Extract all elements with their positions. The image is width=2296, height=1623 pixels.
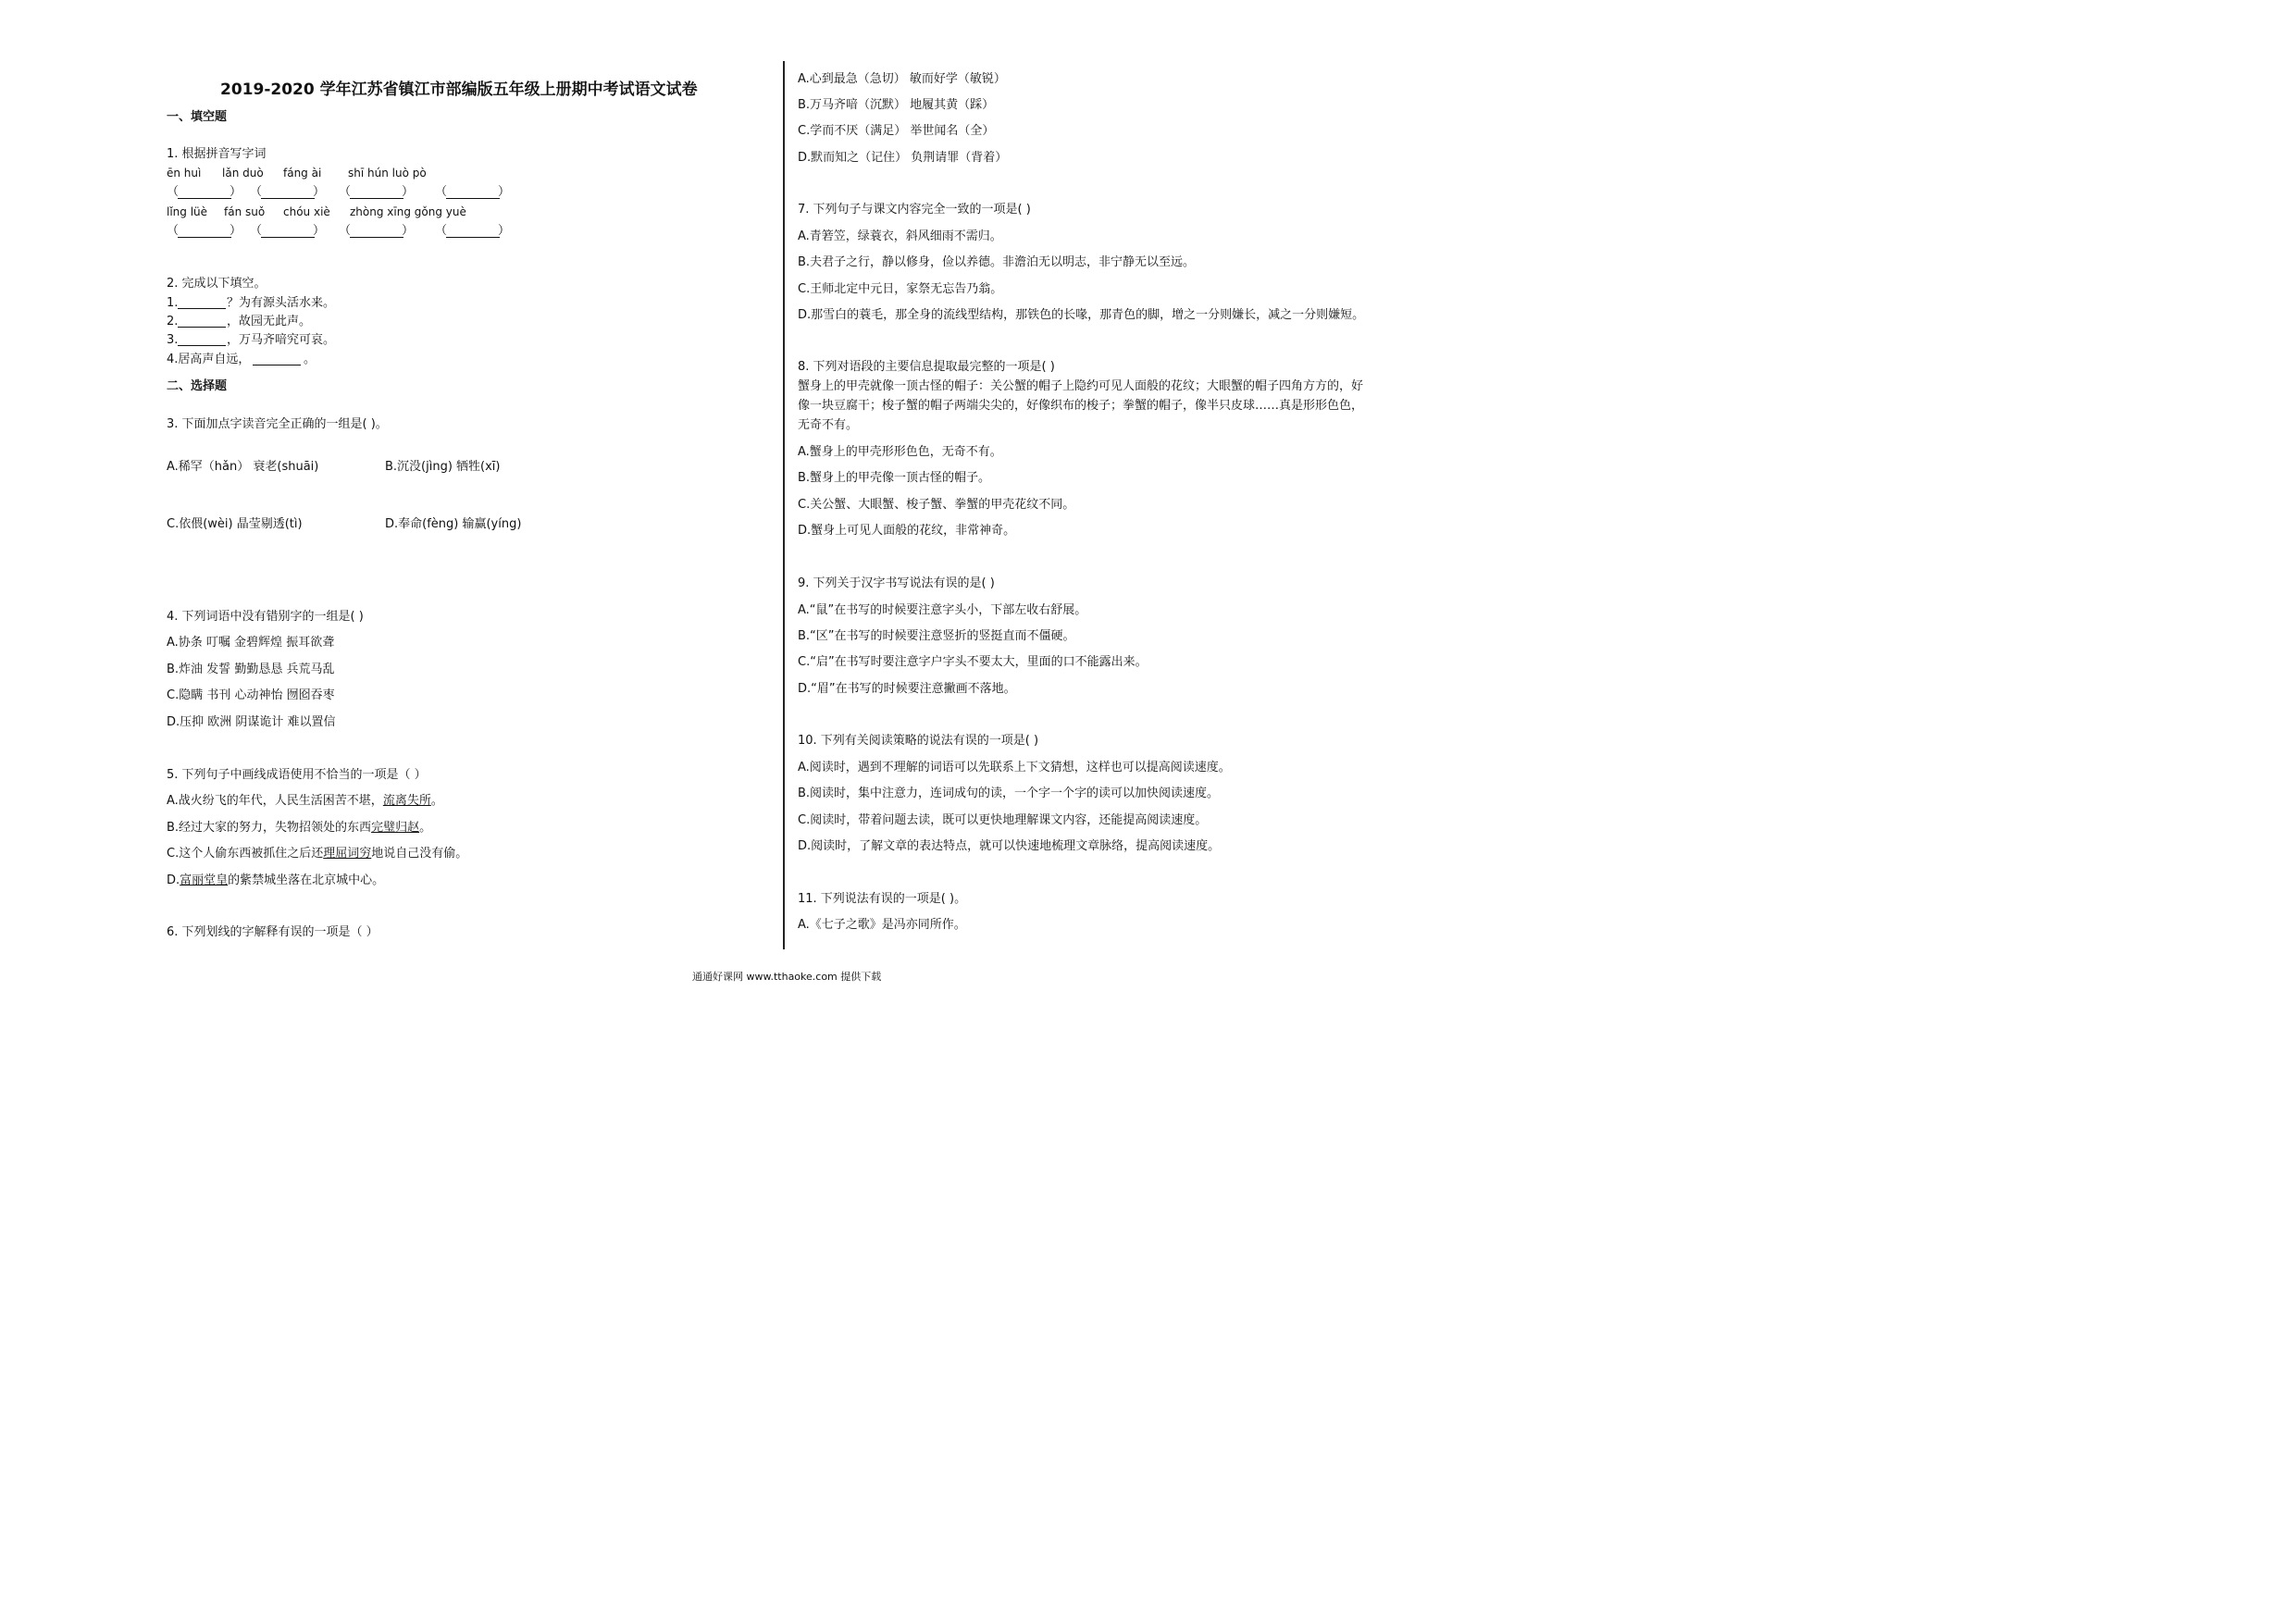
q8-stem: 8. 下列对语段的主要信息提取最完整的一项是( ) xyxy=(798,360,1055,374)
q7-option-b[interactable]: B.夫君子之行，静以修身，俭以养德。非澹泊无以明志，非宁静无以至远。 xyxy=(798,255,1196,269)
q11-option-a[interactable]: A.《七子之歌》是冯亦同所作。 xyxy=(798,918,966,932)
q1-paren-close: ） xyxy=(230,185,242,199)
q3-option-c[interactable]: C.依偎(wèi) 晶莹剔透(tì) xyxy=(167,517,303,531)
q8-option-c[interactable]: C.关公蟹、大眼蟹、梭子蟹、拳蟹的甲壳花纹不同。 xyxy=(798,498,1075,512)
q6-option-a[interactable]: A.心到最急（急切） 敏而好学（敏锐） xyxy=(798,72,1006,86)
q5-stem: 5. 下列句子中画线成语使用不恰当的一项是（ ） xyxy=(167,768,427,782)
q9-option-a[interactable]: A.“鼠”在书写的时候要注意字头小，下部左收右舒展。 xyxy=(798,603,1087,617)
q3-option-d[interactable]: D.奉命(fèng) 输赢(yíng) xyxy=(385,517,522,531)
q1-paren-open: （ xyxy=(167,185,180,199)
q2-stem: 2. 完成以下填空。 xyxy=(167,277,267,291)
q2-blank-1[interactable] xyxy=(178,308,226,309)
q1-pinyin-5: lǐng lüè xyxy=(167,205,208,218)
page-title: 2019-2020 学年江苏省镇江市部编版五年级上册期中考试语文试卷 xyxy=(220,81,698,99)
q5-option-c-idiom: 理屈词穷 xyxy=(323,847,372,861)
q5-option-d-idiom: 富丽堂皇 xyxy=(180,873,229,887)
q1-answer-blank[interactable] xyxy=(446,237,500,238)
q1-pinyin-7: chóu xiè xyxy=(283,205,330,218)
q10-option-b[interactable]: B.阅读时，集中注意力，连词成句的读，一个字一个字的读可以加快阅读速度。 xyxy=(798,787,1220,800)
q10-option-a[interactable]: A.阅读时，遇到不理解的词语可以先联系上下文猜想，这样也可以提高阅读速度。 xyxy=(798,761,1231,774)
q2-line-3-text: ，万马齐喑究可哀。 xyxy=(227,333,336,347)
q5-option-a-end: 。 xyxy=(430,794,443,808)
q5-option-c[interactable] xyxy=(167,847,467,861)
q5-option-b-end: 。 xyxy=(419,821,432,835)
q2-blank-2[interactable] xyxy=(178,327,226,328)
q1-pinyin-2: lǎn duò xyxy=(222,167,264,180)
q1-paren-open: （ xyxy=(250,185,263,199)
q1-paren-open: （ xyxy=(435,224,448,238)
q1-paren-open: （ xyxy=(250,224,263,238)
q5-option-a-text: A.战火纷飞的年代，人民生活困苦不堪， xyxy=(167,794,383,808)
q2-line-1-number: 1. xyxy=(167,296,179,310)
q1-paren-close: ） xyxy=(498,185,511,199)
q1-paren-close: ） xyxy=(498,224,511,238)
q9-option-b[interactable]: B.“区”在书写的时候要注意竖折的竖挺直而不僵硬。 xyxy=(798,629,1075,643)
q5-option-c-end: 地说自己没有偷。 xyxy=(371,847,468,861)
q1-pinyin-4: shī hún luò pò xyxy=(348,167,427,180)
q9-option-d[interactable]: D.“眉”在书写的时候要注意撇画不落地。 xyxy=(798,682,1016,696)
section-heading-fill: 一、填空题 xyxy=(167,110,228,124)
q10-stem: 10. 下列有关阅读策略的说法有误的一项是( ) xyxy=(798,734,1039,748)
q5-option-c-text: C.这个人偷东西被抓住之后还 xyxy=(167,847,324,861)
q4-option-d[interactable]: D.压抑 欧洲 阴谋诡计 难以置信 xyxy=(167,715,336,729)
q3-option-a[interactable]: A.稀罕（hǎn） 衰老(shuāi) xyxy=(167,460,319,474)
q2-line-4-text: 4.居高声自远， xyxy=(167,353,251,366)
q5-option-a[interactable] xyxy=(167,794,443,809)
q3-stem: 3. 下面加点字读音完全正确的一组是( )。 xyxy=(167,417,388,431)
q1-paren-close: ） xyxy=(313,185,326,199)
q1-paren-close: ） xyxy=(313,224,326,238)
q1-paren-close: ） xyxy=(230,224,242,238)
q4-option-c[interactable]: C.隐瞒 书刊 心动神怡 囫囵吞枣 xyxy=(167,688,335,702)
q2-line-2-number: 2. xyxy=(167,315,179,328)
q10-option-c[interactable]: C.阅读时，带着问题去读，既可以更快地理解课文内容，还能提高阅读速度。 xyxy=(798,813,1208,827)
q6-option-d[interactable]: D.默而知之（记住） 负荆请罪（背着） xyxy=(798,151,1008,165)
q4-option-b[interactable]: B.炸油 发誓 勤勤恳恳 兵荒马乱 xyxy=(167,663,335,676)
q2-line-1-text: ？为有源头活水来。 xyxy=(227,296,336,310)
q9-stem: 9. 下列关于汉字书写说法有误的是( ) xyxy=(798,576,995,590)
q8-passage-line-1: 蟹身上的甲壳就像一顶古怪的帽子：关公蟹的帽子上隐约可见人面般的花纹；大眼蟹的帽子四角方方的，好 xyxy=(798,379,1364,393)
q10-option-d[interactable]: D.阅读时，了解文章的表达特点，就可以快速地梳理文章脉络，提高阅读速度。 xyxy=(798,839,1221,853)
q7-option-c[interactable]: C.王师北定中元日，家祭无忘告乃翁。 xyxy=(798,282,1003,296)
q1-paren-open: （ xyxy=(435,185,448,199)
section-heading-choice: 二、选择题 xyxy=(167,379,228,393)
q1-answer-blank[interactable] xyxy=(350,237,403,238)
q7-option-a[interactable]: A.青箬笠，绿蓑衣，斜风细雨不需归。 xyxy=(798,229,1002,243)
q1-pinyin-8: zhòng xīng gǒng yuè xyxy=(350,205,466,218)
q5-option-d-end: 的紫禁城坐落在北京城中心。 xyxy=(228,873,385,887)
q1-answer-blank[interactable] xyxy=(178,198,231,199)
q7-stem: 7. 下列句子与课文内容完全一致的一项是( ) xyxy=(798,203,1031,217)
q1-answer-blank[interactable] xyxy=(178,237,231,238)
q2-line-2-text: ，故园无此声。 xyxy=(227,315,312,328)
q1-pinyin-1: ēn huì xyxy=(167,167,202,180)
q5-option-b-idiom: 完璧归赵 xyxy=(371,821,420,835)
q1-pinyin-3: fáng ài xyxy=(283,167,322,180)
q11-stem: 11. 下列说法有误的一项是( )。 xyxy=(798,892,967,906)
q1-answer-blank[interactable] xyxy=(446,198,500,199)
q1-answer-blank[interactable] xyxy=(261,198,315,199)
q8-option-d[interactable]: D.蟹身上可见人面般的花纹，非常神奇。 xyxy=(798,524,1016,538)
q6-option-c[interactable]: C.学而不厌（满足） 举世闻名（全） xyxy=(798,124,995,138)
q8-passage-line-3: 无奇不有。 xyxy=(798,418,859,432)
q5-option-d-text: D. xyxy=(167,873,180,887)
q8-option-b[interactable]: B.蟹身上的甲壳像一顶古怪的帽子。 xyxy=(798,471,991,485)
q5-option-d[interactable] xyxy=(167,873,384,888)
q1-stem: 1. 根据拼音写字词 xyxy=(167,147,267,161)
q2-blank-3[interactable] xyxy=(178,345,226,346)
q4-stem: 4. 下列词语中没有错别字的一组是( ) xyxy=(167,610,364,624)
q5-option-a-idiom: 流离失所 xyxy=(382,794,431,808)
q6-stem: 6. 下列划线的字解释有误的一项是（ ） xyxy=(167,925,379,939)
q1-answer-blank[interactable] xyxy=(350,198,403,199)
q2-line-4-end: 。 xyxy=(304,353,316,366)
q8-option-a[interactable]: A.蟹身上的甲壳形形色色，无奇不有。 xyxy=(798,445,1002,459)
q1-paren-close: ） xyxy=(402,224,415,238)
q1-paren-open: （ xyxy=(339,185,352,199)
q1-paren-open: （ xyxy=(339,224,352,238)
q1-answer-blank[interactable] xyxy=(261,237,315,238)
page-footer: 通通好课网 www.tthaoke.com 提供下载 xyxy=(692,971,882,983)
q9-option-c[interactable]: C.“启”在书写时要注意字户字头不要太大，里面的口不能露出来。 xyxy=(798,655,1148,669)
q6-option-b[interactable]: B.万马齐喑（沉默） 地履其黄（踩） xyxy=(798,98,995,112)
q1-paren-open: （ xyxy=(167,224,180,238)
q2-line-3-number: 3. xyxy=(167,333,179,347)
q3-option-b[interactable]: B.沉没(jìng) 牺牲(xī) xyxy=(385,460,501,474)
q1-pinyin-6: fán suǒ xyxy=(224,205,266,218)
q5-option-b[interactable] xyxy=(167,821,431,836)
q1-paren-close: ） xyxy=(402,185,415,199)
q5-option-b-text: B.经过大家的努力，失物招领处的东西 xyxy=(167,821,372,835)
q7-option-d[interactable]: D.那雪白的蓑毛，那全身的流线型结构，那铁色的长喙，那青色的脚，增之一分则嫌长，减之一分则嫌短。 xyxy=(798,308,1365,322)
q8-passage-line-2: 像一块豆腐干；梭子蟹的帽子两端尖尖的，好像织布的梭子；拳蟹的帽子，像半只皮球……真是形形色色， xyxy=(798,399,1364,413)
q4-option-a[interactable]: A.协条 叮嘱 金碧辉煌 振耳欲聋 xyxy=(167,636,335,650)
column-divider xyxy=(783,61,785,949)
